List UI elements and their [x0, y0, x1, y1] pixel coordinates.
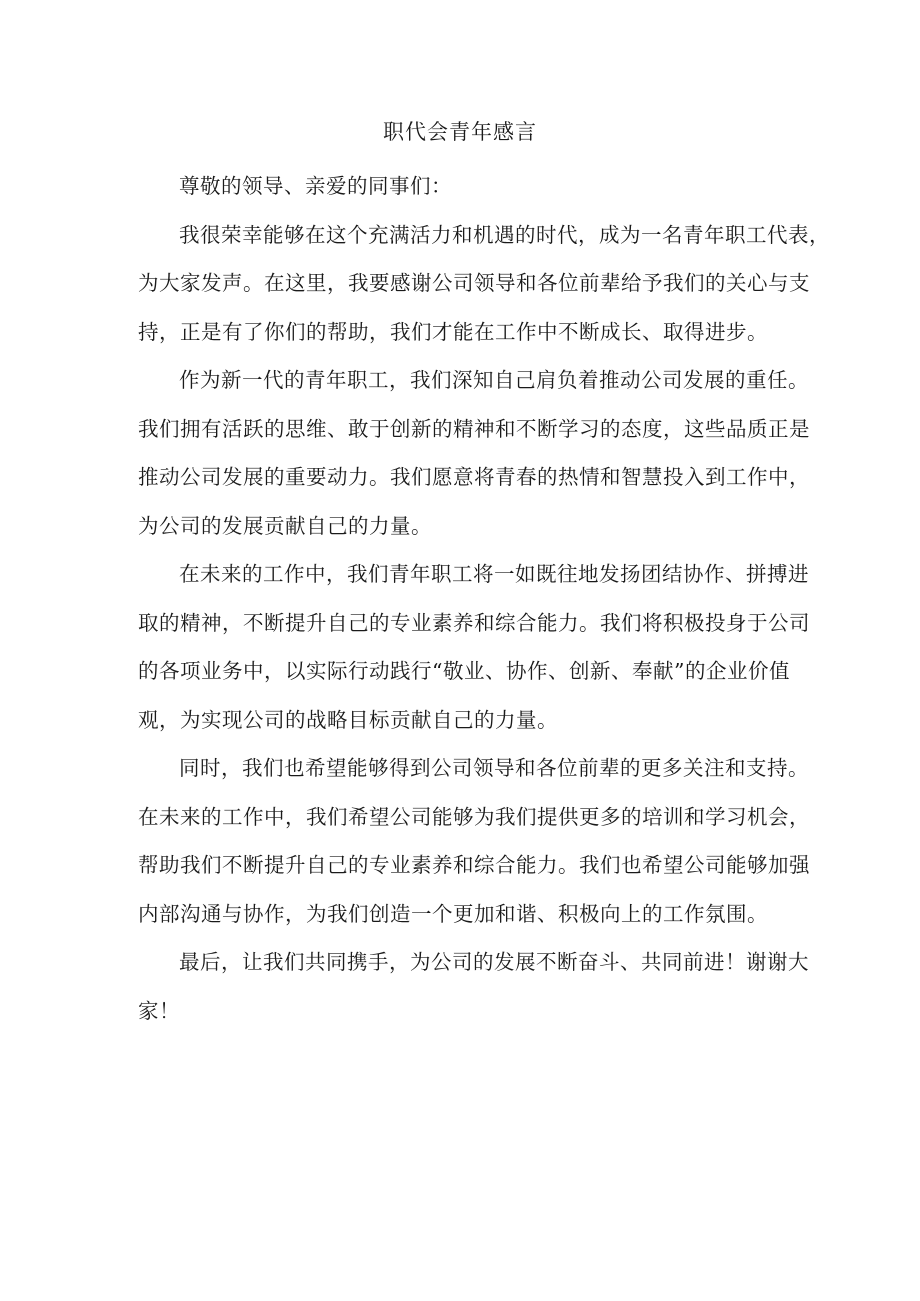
paragraph-line: 在未来的工作中，我们希望公司能够为我们提供更多的培训和学习机会，: [138, 804, 810, 829]
paragraph-4: [138, 744, 810, 938]
paragraph-line: 为公司的发展贡献自己的力量。: [138, 513, 432, 538]
paragraph-line: 内部沟通与协作，为我们创造一个更加和谐、积极向上的工作氛围。: [138, 901, 768, 926]
paragraph-line: 为大家发声。在这里，我要感谢公司领导和各位前辈给予我们的关心与支: [138, 271, 810, 295]
paragraph-line: 在未来的工作中，我们青年职工将一如既往地发扬团结协作、拼搏进: [179, 562, 809, 586]
document-title: 职代会青年感言: [383, 120, 537, 144]
paragraph-line: 帮助我们不断提升自己的专业素养和综合能力。我们也希望公司能够加强: [138, 853, 810, 877]
paragraph-line: 我很荣幸能够在这个充满活力和机遇的时代，成为一名青年职工代表，: [179, 222, 830, 247]
document-body: [138, 162, 830, 1035]
paragraph-line: 家！: [138, 998, 180, 1023]
paragraph-line: 的各项业务中，以实际行动践行“敬业、协作、创新、奉献”的企业价值: [138, 659, 790, 683]
paragraph-line: 推动公司发展的重要动力。我们愿意将青春的热情和智慧投入到工作中，: [138, 465, 810, 489]
paragraph-5: [138, 938, 809, 1035]
paragraph-line: 取的精神，不断提升自己的专业素养和综合能力。我们将积极投身于公司: [138, 610, 810, 635]
paragraph-3: [138, 550, 810, 744]
paragraph-line: 我们拥有活跃的思维、敢于创新的精神和不断学习的态度，这些品质正是: [138, 416, 810, 441]
paragraph-line: 最后，让我们共同携手，为公司的发展不断奋斗、共同前进！谢谢大: [179, 950, 809, 974]
paragraph-line: 持，正是有了你们的帮助，我们才能在工作中不断成长、取得进步。: [138, 319, 768, 344]
salutation: 尊敬的领导、亲爱的同事们：: [179, 174, 452, 198]
paragraph-1: [138, 211, 830, 357]
paragraph-line: 观，为实现公司的战略目标贡献自己的力量。: [138, 707, 558, 732]
paragraph-2: [138, 356, 810, 550]
paragraph-line: 同时，我们也希望能够得到公司领导和各位前辈的更多关注和支持。: [179, 756, 809, 780]
paragraph-line: 作为新一代的青年职工，我们深知自己肩负着推动公司发展的重任。: [179, 368, 809, 392]
